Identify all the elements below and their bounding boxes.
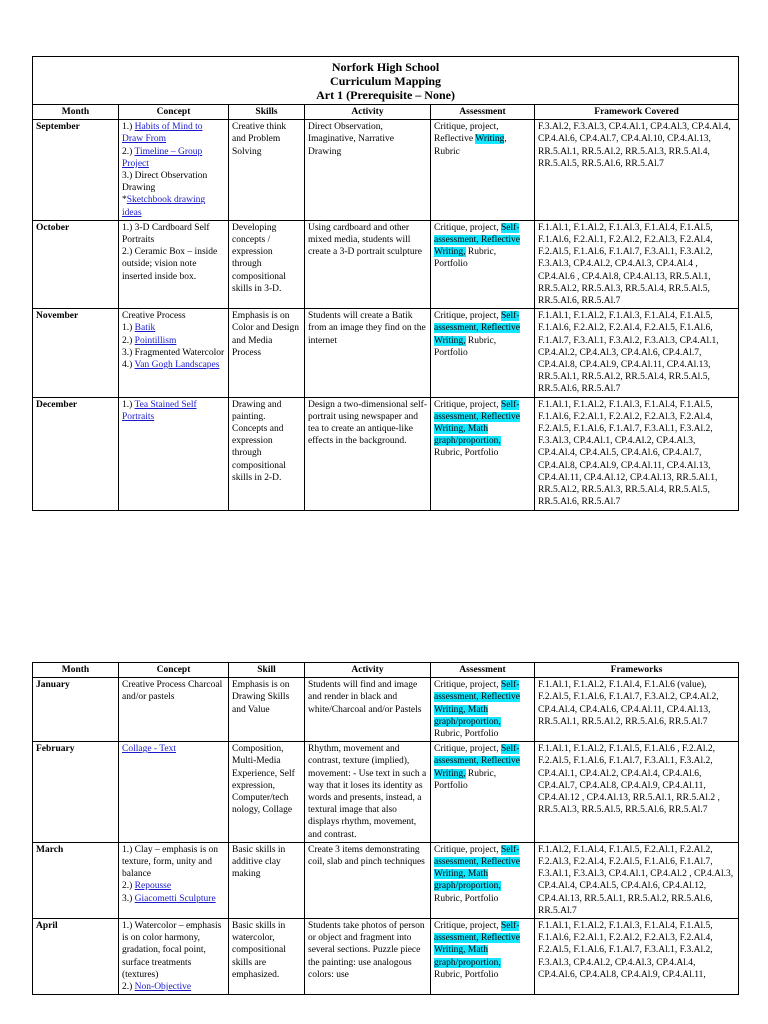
concept-item — [122, 347, 225, 359]
assessment-text: Critique, project, — [434, 222, 502, 233]
assessment-text: Critique, project, — [434, 744, 502, 755]
concept-item — [122, 222, 225, 246]
concept-text: 2.) — [122, 881, 135, 892]
assessment-cell — [431, 220, 535, 308]
framework-cell: F.1.Al.1, F.1.Al.2, F.1.Al.3, F.1.Al.4, F.1.Al.5, F.1.Al.6, F.2.Al.2, F.2.Al.4, F.2.Al.5, F.1.Al.6, F.1.Al.7, F.3.Al.1, F.3.Al.2, F.3.Al.3, CP.4.Al.1, CP.4.Al.2, CP.4.Al.3, CP.4.Al.6, CP.4.Al.7, CP.4.Al.8, CP.4.Al.9, CP.4.Al.11, CP.4.Al.13, RR.5.Al.1, RR.5.Al.2, RR.5.Al.4, RR.5.Al.5, RR.5.Al.6, RR.5.Al.7 — [535, 309, 739, 397]
concept-text: Creative Process — [122, 311, 186, 322]
header-month: Month — [33, 663, 119, 678]
course-name: Art 1 (Prerequisite – None) — [316, 88, 455, 102]
framework-cell: F.1.Al.1, F.1.Al.2, F.1.Al.4, F.1.Al.6 (value), F.2.Al.5, F.1.Al.6, F.1.Al.7, F.3.Al.2, CP.4.Al.2, CP.4.Al.4, CP.4.Al.6, CP.4.Al.11, CP.4.Al.13, RR.5.Al.1, RR.5.Al.2, RR.5.Al.6, RR.5.Al.7 — [535, 678, 739, 742]
concept-cell — [119, 309, 229, 397]
month-cell: November — [33, 309, 119, 397]
header-skills: Skills — [229, 105, 305, 120]
concept-item — [122, 399, 225, 423]
concept-link[interactable]: Non-Objective — [134, 982, 192, 993]
activity-cell: Design a two-dimensional self-portrait using newspaper and tea to create an antique-like effects in the background. — [305, 397, 431, 510]
concept-text: 3.) — [122, 893, 135, 904]
concept-item — [122, 146, 225, 170]
highlighted-text: Self-assessment, Reflective Writing, — [434, 311, 521, 346]
month-cell: March — [33, 842, 119, 918]
header-framework: Framework Covered — [535, 105, 739, 120]
concept-item — [122, 981, 225, 993]
concept-cell — [119, 120, 229, 221]
assessment-text: Rubric, Portfolio — [434, 448, 499, 459]
header-row — [33, 663, 739, 678]
concept-link[interactable]: Batik — [134, 323, 156, 334]
fall-rows — [33, 120, 739, 510]
assessment-text: Rubric, Portfolio — [434, 247, 497, 270]
table-row — [33, 397, 739, 510]
activity-cell: Rhythm, movement and contrast, texture (implied), movement: - Use text in such a way that it loses its identity as words and presents, instead, a textural image that also displays rhythm, movement, and contrast. — [305, 742, 431, 843]
assessment-cell — [431, 397, 535, 510]
concept-text: 3.) Fragmented Watercolor — [122, 347, 225, 358]
highlighted-text: Writing — [475, 134, 505, 145]
concept-item — [122, 246, 225, 283]
spring-rows — [33, 678, 739, 995]
assessment-cell — [431, 742, 535, 843]
assessment-text: Critique, project, — [434, 921, 502, 932]
concept-link[interactable]: Timeline – Group Project — [122, 146, 203, 169]
concept-item — [122, 893, 225, 905]
table-row — [33, 220, 739, 308]
highlighted-text: Self-assessment, Reflective Writing, Math graph/proportion, — [434, 399, 521, 447]
activity-cell: Using cardboard and other mixed media, students will create a 3-D portrait sculpture — [305, 220, 431, 308]
concept-cell — [119, 842, 229, 918]
activity-cell: Direct Observation, Imaginative, Narrative Drawing — [305, 120, 431, 221]
header-activity: Activity — [305, 105, 431, 120]
month-cell: December — [33, 397, 119, 510]
skills-cell: Emphasis is on Color and Design and Media Process — [229, 309, 305, 397]
concept-cell — [119, 919, 229, 995]
assessment-text: Rubric, Portfolio — [434, 768, 497, 791]
highlighted-text: Self-assessment, Reflective Writing, — [434, 222, 521, 258]
concept-link[interactable]: Tea Stained Self Portraits — [122, 399, 197, 422]
framework-cell: F.1.Al.1, F.1.Al.2, F.1.Al.5, F.1.Al.6 , F.2.Al.2, F.2.Al.5, F.1.Al.6, F.1.Al.7, F.3.Al.1, F.3.Al.2, CP.4.Al.1, CP.4.Al.2, CP.4.Al.4, CP.4.Al.6, CP.4.Al.7, CP.4.Al.8, CP.4.Al.9, CP.4.Al.11, CP.4.Al.12 , CP.4.Al.13, RR.5.Al.1, RR.5.Al.2 , RR.5.Al.3, RR.5.Al.5, RR.5.Al.6, RR.5.Al.7 — [535, 742, 739, 843]
header-assessment: Assessment — [431, 105, 535, 120]
skills-cell: Basic skills in watercolor, compositional skills are emphasized. — [229, 919, 305, 995]
assessment-text: Rubric, Portfolio — [434, 729, 499, 740]
highlighted-text: Self-assessment, Reflective Writing, Math graph/proportion, — [434, 680, 521, 727]
highlighted-text: Self-assessment, Reflective Writing, — [434, 744, 521, 779]
school-name: Norfork High School — [331, 60, 440, 74]
concept-item — [122, 335, 225, 347]
skills-cell: Composition, Multi-Media Experience, Self expression, Computer/tech nology, Collage — [229, 742, 305, 843]
header-frameworks: Frameworks — [535, 663, 739, 678]
concept-text: 1.) — [122, 122, 135, 133]
framework-cell: F.3.Al.2, F.3.Al.3, CP.4.Al.1, CP.4.Al.3, CP.4.Al.4, CP.4.Al.6, CP.4.Al.7, CP.4.Al.10, CP.4.Al.13, RR.5.Al.1, RR.5.Al.2, RR.5.Al.3, RR.5.Al.4, RR.5.Al.5, RR.5.Al.6, RR.5.Al.7 — [535, 120, 739, 221]
skills-cell: Drawing and painting. Concepts and expression through compositional skills in 2-D. — [229, 397, 305, 510]
concept-text: 3.) Direct Observation Drawing — [122, 171, 208, 194]
header-month: Month — [33, 105, 119, 120]
concept-link[interactable]: Repousse — [134, 881, 172, 892]
assessment-text: Critique, project, — [434, 844, 502, 855]
concept-item — [122, 121, 225, 145]
header-activity: Activity — [305, 663, 431, 678]
concept-link[interactable]: Van Gogh Landscapes — [134, 360, 220, 371]
skills-cell: Emphasis is on Drawing Skills and Value — [229, 678, 305, 742]
assessment-text: Critique, project, — [434, 680, 502, 691]
concept-text: 2.) — [122, 146, 135, 157]
concept-text: 1.) — [122, 399, 135, 410]
concept-cell — [119, 678, 229, 742]
assessment-text: Rubric, Portfolio — [434, 335, 497, 358]
highlighted-text: Self-assessment, Reflective Writing, Math graph/proportion, — [434, 921, 521, 968]
assessment-cell — [431, 309, 535, 397]
skills-cell: Basic skills in additive clay making — [229, 842, 305, 918]
curriculum-table-fall — [32, 56, 739, 511]
month-cell: January — [33, 678, 119, 742]
concept-link[interactable]: Pointillism — [134, 335, 177, 346]
assessment-cell — [431, 678, 535, 742]
table-row — [33, 678, 739, 742]
concept-item — [122, 920, 225, 981]
assessment-text: Critique, project, — [434, 399, 502, 410]
table-row — [33, 309, 739, 397]
concept-item — [122, 322, 225, 334]
concept-item — [122, 194, 225, 218]
concept-cell — [119, 397, 229, 510]
activity-cell: Students take photos of person or object and fragment into several sections. Puzzle piece the painting: use analogous colors: use — [305, 919, 431, 995]
concept-text: 4.) — [122, 360, 135, 371]
highlighted-text: Self-assessment, Reflective Writing, Math graph/proportion, — [434, 844, 521, 892]
concept-text: 1.) Clay – emphasis is on texture, form, unity and balance — [122, 844, 219, 880]
concept-cell — [119, 742, 229, 843]
concept-text: 2.) — [122, 335, 135, 346]
framework-cell: F.1.Al.1, F.1.Al.2, F.1.Al.3, F.1.Al.4, F.1.Al.5, F.1.Al.6, F.2.Al.1, F.2.Al.2, F.2.Al.3, F.2.Al.4, F.2.Al.5, F.1.Al.6, F.1.Al.7, F.3.Al.1, F.3.Al.2, F.3.Al.3, CP.4.Al.2, CP.4.Al.3, CP.4.Al.4 , CP.4.Al.6 , CP.4.Al.8, CP.4.Al.13, RR.5.Al.1, RR.5.Al.2, RR.5.Al.3, RR.5.Al.4, RR.5.Al.5, RR.5.Al.6, RR.5.Al.7 — [535, 220, 739, 308]
skills-cell: Developing concepts / expression through compositional skills in 3-D. — [229, 220, 305, 308]
header-assessment: Assessment — [431, 663, 535, 678]
assessment-text: Rubric, Portfolio — [434, 893, 499, 904]
document-subtitle: Curriculum Mapping — [330, 74, 442, 88]
document-title — [33, 57, 739, 105]
concept-item — [122, 310, 225, 322]
concept-item — [122, 743, 225, 755]
month-cell: October — [33, 220, 119, 308]
concept-item — [122, 679, 225, 703]
activity-cell: Create 3 items demonstrating coil, slab and pinch techniques — [305, 842, 431, 918]
month-cell: April — [33, 919, 119, 995]
framework-cell: F.1.Al.1, F.1.Al.2, F.1.Al.3, F.1.Al.4, F.1.Al.5, F.1.Al.6, F.2.Al.1, F.2.Al.2, F.2.Al.3, F.2.Al.4, F.2.Al.5, F.1.Al.6, F.1.Al.7, F.3.Al.1, F.3.Al.2, F.3.Al.3, CP.4.Al.2, CP.4.Al.3, CP.4.Al.4, CP.4.Al.6, CP.4.Al.8, CP.4.Al.9, CP.4.Al.11, — [535, 919, 739, 995]
concept-item — [122, 170, 225, 194]
concept-text: 1.) Watercolor – emphasis is on color harmony, gradation, focal point, surface treatments (textures) — [122, 921, 222, 980]
concept-text: * — [122, 195, 127, 206]
title-row — [33, 57, 739, 105]
concept-item — [122, 359, 225, 371]
activity-cell: Students will find and image and render in black and white/Charcoal and/or Pastels — [305, 678, 431, 742]
assessment-text: , Rubric — [434, 134, 507, 157]
framework-cell: F.1.Al.2, F.1.Al.4, F.1.Al.5, F.2.Al.1, F.2.Al.2, F.2.Al.3, F.2.Al.4, F.2.Al.5, F.1.Al.6, F.1.Al.7, F.3.Al.1, F.3.Al.3, CP.4.Al.1, CP.4.Al.2 , CP.4.Al.3, CP.4.Al.4, CP.4.Al.5, CP.4.Al.6, CP.4.Al.12, CP.4.Al.13, RR.5.Al.1, RR.5.Al.2, RR.5.Al.6, RR.5.Al.7 — [535, 842, 739, 918]
table-row — [33, 919, 739, 995]
assessment-text: Rubric, Portfolio — [434, 969, 499, 980]
activity-cell: Students will create a Batik from an image they find on the internet — [305, 309, 431, 397]
month-cell: February — [33, 742, 119, 843]
assessment-text: Critique, project, Reflective — [434, 122, 499, 145]
framework-cell: F.1.Al.1, F.1.Al.2, F.1.Al.3, F.1.Al.4, F.1.Al.5, F.1.Al.6, F.2.Al.1, F.2.Al.2, F.2.Al.3, F.2.Al.4, F.2.Al.5, F.1.Al.6, F.1.Al.7, F.3.Al.1, F.3.Al.2, F.3.Al.3, CP.4.Al.1, CP.4.Al.2, CP.4.Al.3, CP.4.Al.4, CP.4.Al.5, CP.4.Al.6, CP.4.Al.7, CP.4.Al.8, CP.4.Al.9, CP.4.Al.11, CP.4.Al.13, CP.4.Al.11, CP.4.Al.12, CP.4.Al.13, RR.5.Al.1, RR.5.Al.2, RR.5.Al.3, RR.5.Al.4, RR.5.Al.5, RR.5.Al.6, RR.5.Al.7 — [535, 397, 739, 510]
concept-link[interactable]: Giacometti Sculpture — [134, 893, 216, 904]
concept-link[interactable]: Habits of Mind to Draw From — [122, 122, 203, 145]
assessment-cell — [431, 842, 535, 918]
concept-item — [122, 844, 225, 881]
concept-link[interactable]: Collage - Text — [122, 744, 177, 755]
table-row — [33, 120, 739, 221]
concept-item — [122, 880, 225, 892]
assessment-cell — [431, 919, 535, 995]
month-cell: September — [33, 120, 119, 221]
header-concept: Concept — [119, 105, 229, 120]
assessment-cell — [431, 120, 535, 221]
concept-link[interactable]: Sketchbook drawing ideas — [122, 195, 206, 218]
table-row — [33, 842, 739, 918]
concept-text: 2.) — [122, 982, 135, 993]
table-row — [33, 742, 739, 843]
concept-cell — [119, 220, 229, 308]
header-concept: Concept — [119, 663, 229, 678]
concept-text: Creative Process Charcoal and/or pastels — [122, 680, 223, 703]
concept-text: 1.) — [122, 323, 135, 334]
curriculum-table-spring — [32, 662, 739, 995]
assessment-text: Critique, project, — [434, 311, 502, 322]
concept-text: 2.) Ceramic Box – inside outside; vision note inserted inside box. — [122, 247, 218, 282]
header-row — [33, 105, 739, 120]
concept-text: 1.) 3-D Cardboard Self Portraits — [122, 222, 210, 246]
skills-cell: Creative think and Problem Solving — [229, 120, 305, 221]
header-skill: Skill — [229, 663, 305, 678]
